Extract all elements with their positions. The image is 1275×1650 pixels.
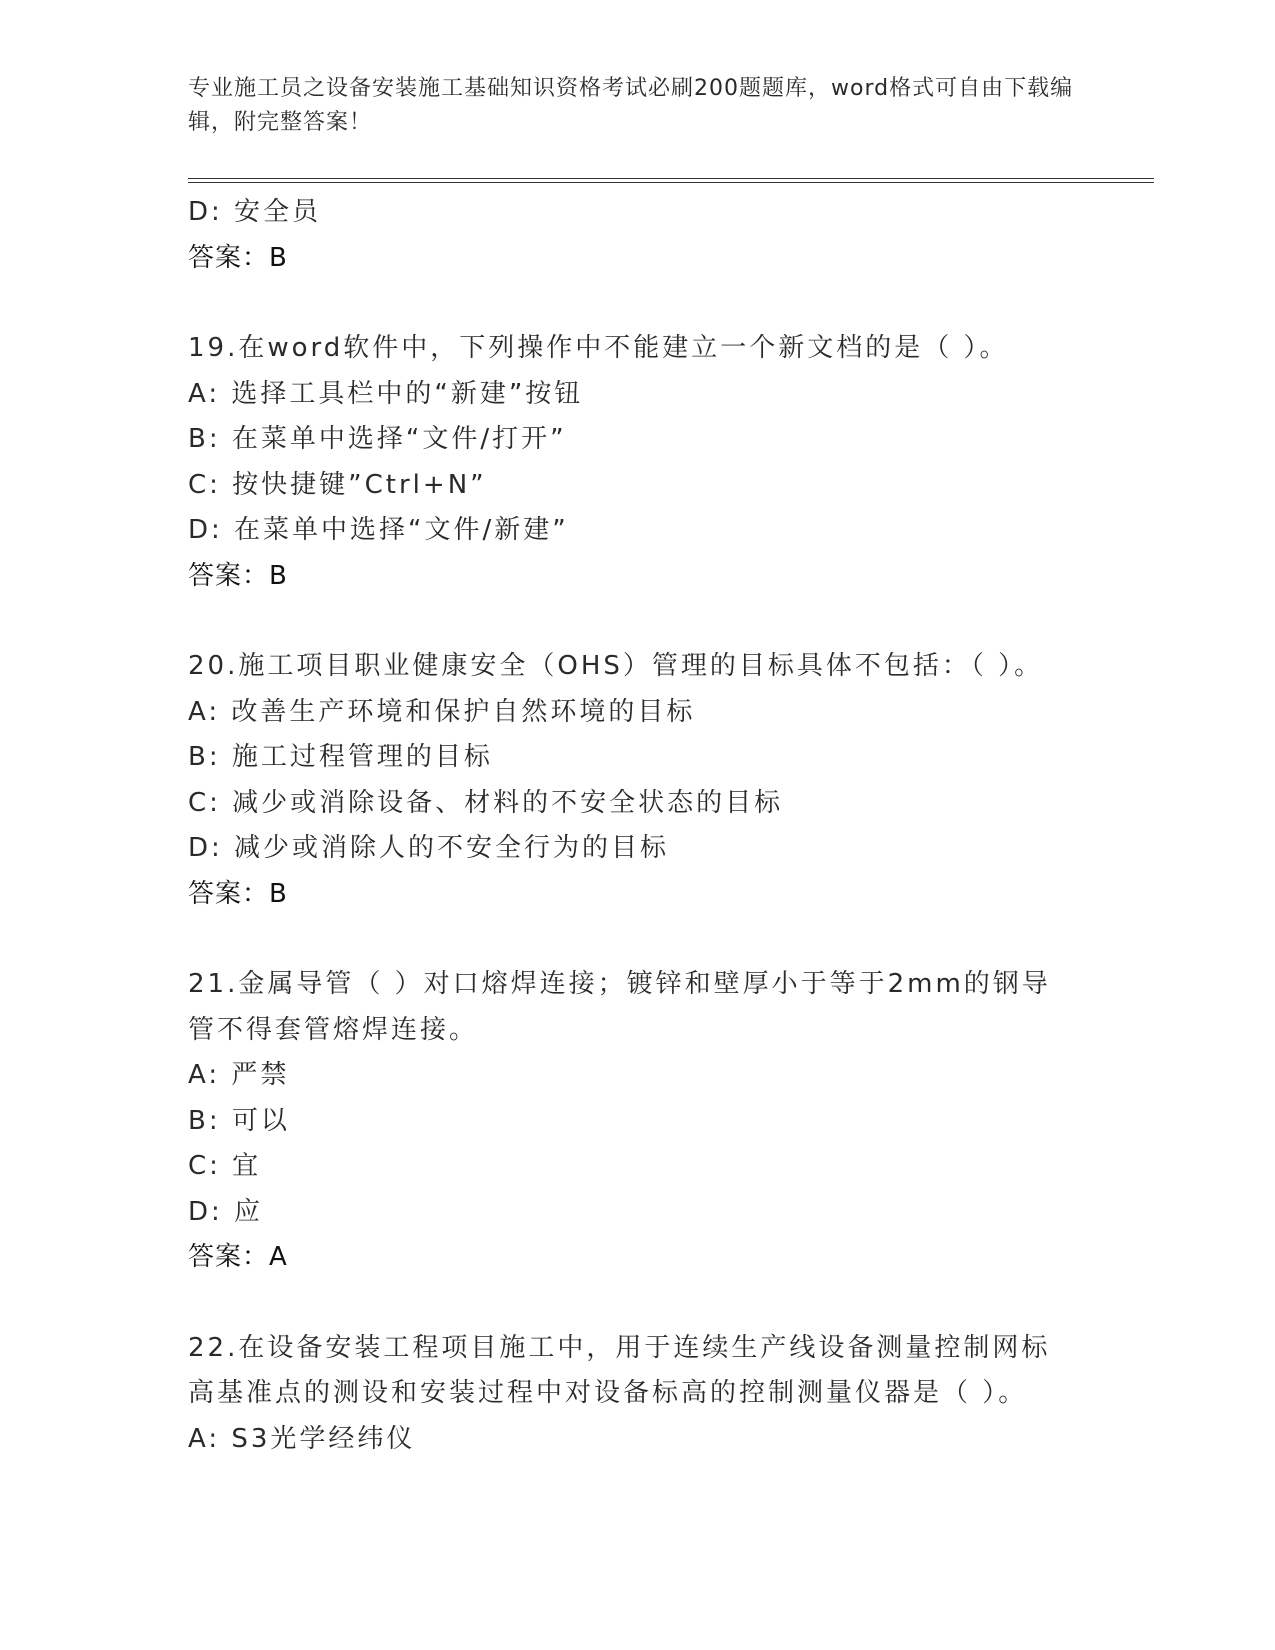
option-d: D: 在菜单中选择“文件/新建” [188, 515, 569, 545]
document-body [188, 190, 1088, 1462]
option-d: D: 应 [188, 1196, 264, 1227]
option-b: B: 可以 [188, 1105, 290, 1136]
option-b: B: 在菜单中选择“文件/打开” [188, 424, 567, 454]
carryover-answer: 答案：B [188, 242, 288, 273]
question-19 [188, 326, 1088, 599]
question-text: 19.在word软件中，下列操作中不能建立一个新文档的是（ ）。 [188, 333, 1009, 363]
document-header: 专业施工员之设备安装施工基础知识资格考试必刷200题题库，word格式可自由下载编辑，附完整答案！ [188, 76, 1074, 135]
answer: 答案：B [188, 878, 288, 909]
option-a: A: 选择工具栏中的“新建”按钮 [188, 378, 584, 409]
option-b: B: 施工过程管理的目标 [188, 742, 493, 772]
question-21 [188, 962, 1088, 1281]
carryover-option-d: D: 安全员 [188, 197, 322, 227]
question-20 [188, 644, 1088, 917]
answer: 答案：B [188, 560, 288, 591]
option-a: A: 改善生产环境和保护自然环境的目标 [188, 696, 696, 727]
question-text: 22.在设备安装工程项目施工中，用于连续生产线设备测量控制网标高基准点的测设和安装过程中对设备标高的控制测量仪器是（ ）。 [188, 1332, 1051, 1408]
question-text: 21.金属导管（ ）对口熔焊连接；镀锌和壁厚小于等于2mm的钢导管不得套管熔焊连接。 [188, 969, 1051, 1045]
header-divider [188, 178, 1154, 183]
question-22 [188, 1326, 1088, 1463]
option-c: C: 减少或消除设备、材料的不安全状态的目标 [188, 787, 784, 818]
answer: 答案：A [188, 1242, 288, 1272]
option-c: C: 宜 [188, 1151, 262, 1181]
question-text: 20.施工项目职业健康安全（OHS）管理的目标具体不包括：（ ）。 [188, 651, 1044, 681]
option-d: D: 减少或消除人的不安全行为的目标 [188, 833, 670, 863]
option-c: C: 按快捷键”Ctrl+N” [188, 469, 487, 500]
option-a: A: S3光学经纬仪 [188, 1423, 416, 1454]
option-a: A: 严禁 [188, 1060, 290, 1090]
